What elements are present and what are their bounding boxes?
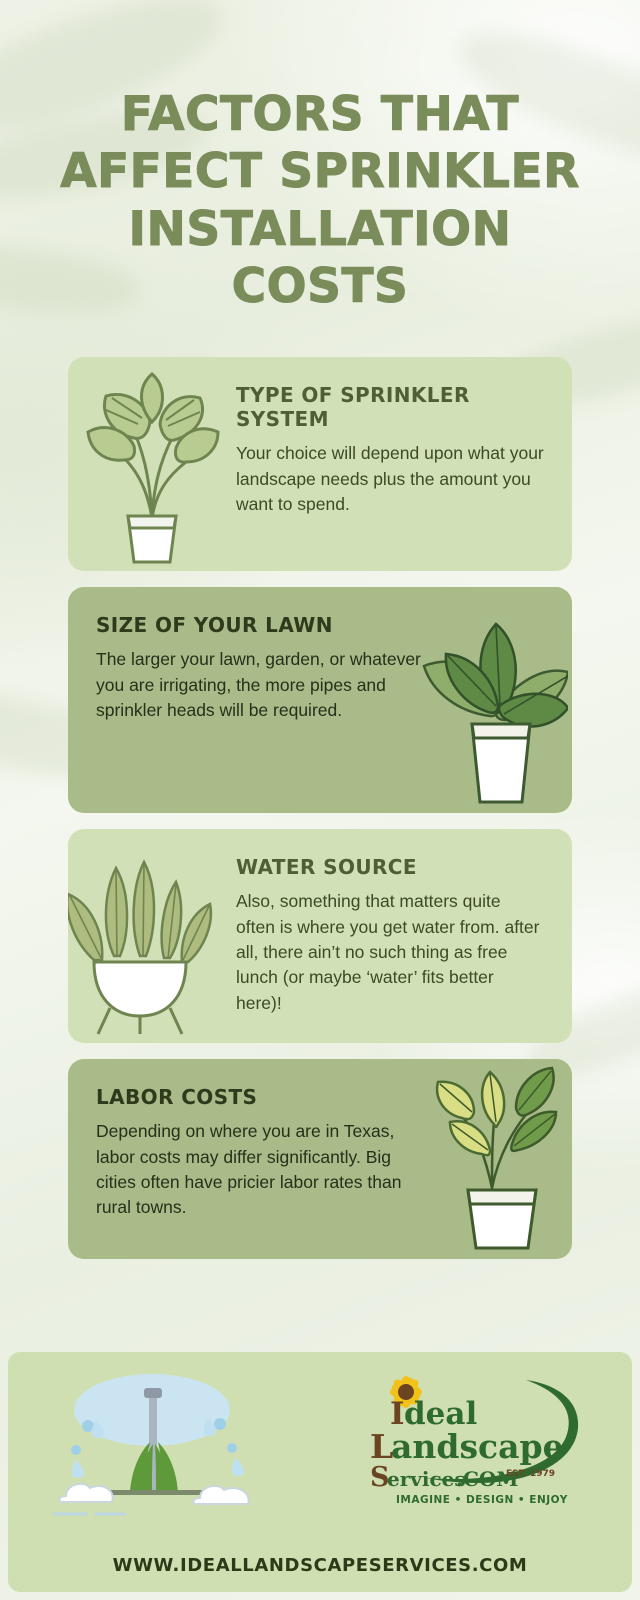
- factor-card-content: [68, 1059, 572, 1245]
- svg-text:.COM: .COM: [456, 1467, 519, 1491]
- factor-card-heading: LABOR COSTS: [96, 1085, 258, 1110]
- factor-card-heading: WATER SOURCE: [236, 855, 417, 880]
- svg-text:andscape: andscape: [391, 1427, 564, 1466]
- factor-card: [68, 357, 572, 571]
- factor-card-list: [0, 315, 640, 1259]
- svg-text:deal: deal: [404, 1396, 478, 1432]
- factor-card-heading: TYPE OF SPRINKLER SYSTEM: [236, 383, 470, 432]
- svg-text:S: S: [370, 1462, 390, 1493]
- website-url[interactable]: WWW.IDEALLANDSCAPESERVICES.COM: [112, 1555, 528, 1576]
- factor-card-body: The larger your lawn, garden, or whatever you are irrigating, the more pipes and sprinkler heads will be required.: [96, 649, 421, 721]
- svg-text:L: L: [370, 1427, 394, 1466]
- factor-card-body: Depending on where you are in Texas, labor costs may differ significantly. Big cities often have pricier labor rates than rural towns.: [96, 1121, 402, 1218]
- factor-card-body: Also, something that matters quite often is where you get water from. after all, there ain’t no such thing as free lunch (or maybe ‘water’ fits better here)!: [236, 891, 540, 1013]
- sprinkler-watering-illustration-icon: [32, 1364, 282, 1529]
- svg-text:I: I: [390, 1396, 405, 1432]
- svg-text:EST. 1979: EST. 1979: [506, 1469, 556, 1479]
- factor-card-heading: SIZE OF YOUR LAWN: [96, 613, 333, 638]
- page-title: FACTORS THAT AFFECT SPRINKLER INSTALLATION COSTS: [60, 87, 580, 314]
- factor-card-body: Your choice will depend upon what your landscape needs plus the amount you want to spend.: [236, 443, 544, 515]
- factor-card: [68, 829, 572, 1043]
- factor-card-content: [68, 587, 572, 747]
- factor-card: [68, 587, 572, 813]
- factor-card: [68, 1059, 572, 1259]
- svg-text:ervices: ervices: [387, 1467, 466, 1491]
- factor-card-content: [68, 357, 572, 541]
- factor-card-content: [68, 829, 572, 1040]
- company-logo: [360, 1366, 592, 1521]
- svg-text:IMAGINE • DESIGN • ENJOY: IMAGINE • DESIGN • ENJOY: [396, 1494, 568, 1506]
- footer-content-row: [8, 1352, 632, 1530]
- footer: [8, 1352, 632, 1592]
